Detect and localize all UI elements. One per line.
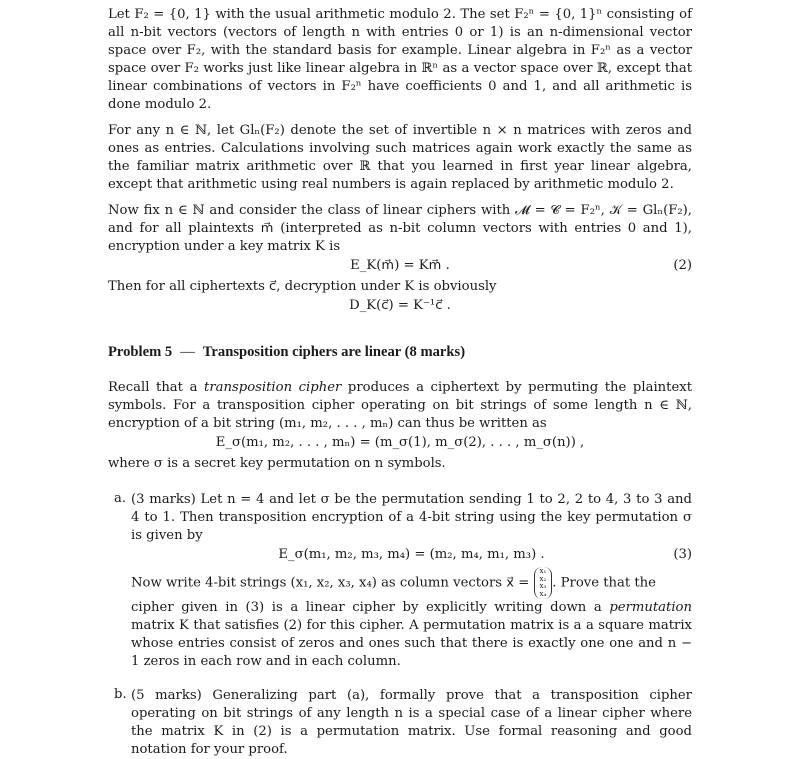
part-a-text-3-emphasis: permutation: [609, 600, 692, 615]
part-a-text-2-pre: Now write 4-bit strings (x₁, x₂, x₃, x₄) as column vectors x⃗ =: [131, 575, 530, 591]
part-a-label: a.: [114, 491, 127, 506]
intro-paragraph-2: For any n ∈ ℕ, let Glₙ(F₂) denote the set of invertible n × n matrices with zeros and ones as entries. Calculations involving such matrices again work exactly the same as the familiar matrix arithmetic over ℝ that you learned in first year linear algebra, except that arithmetic using real numbers is again replaced by arithmetic modulo 2.: [108, 123, 692, 192]
part-a-text-2: [131, 567, 692, 599]
problem-label: Problem 5: [108, 344, 173, 360]
document-page: [108, 6, 692, 759]
equation-3: [131, 545, 692, 567]
equation-3-number: (3): [673, 547, 692, 562]
equation-3-body: E_σ(m₁, m₂, m₃, m₄) = (m₂, m₄, m₁, m₃) .: [278, 547, 545, 562]
equation-2: [108, 256, 692, 278]
equation-2-body: E_K(m⃗) = Km⃗ .: [350, 258, 450, 273]
part-b: [108, 687, 692, 759]
vec-x2: x₂: [539, 574, 547, 583]
problem-title: Transposition ciphers are linear (8 marks): [202, 344, 466, 360]
transposition-equation: [108, 433, 692, 455]
problem-p1-pre: Recall that a: [108, 380, 205, 395]
decryption-equation-body: D_K(c⃗) = K⁻¹c⃗ .: [349, 298, 451, 313]
part-a: [108, 491, 692, 671]
part-a-text-2-post: . Prove that the: [552, 575, 656, 591]
part-a-text-1: (3 marks) Let n = 4 and let σ be the permutation sending 1 to 2, 2 to 4, 3 to 3 and 4 to 1. Then transposition encryption of a 4-bit string using the key permutation σ is given by: [131, 492, 692, 543]
vec-x4: x₄: [539, 589, 547, 598]
decryption-equation: [108, 296, 692, 318]
problem-p1-emphasis: transposition cipher: [204, 380, 342, 395]
part-a-text-3: [131, 599, 692, 671]
vec-x3: x₃: [539, 582, 547, 590]
part-a-text-3-post: matrix K that satisfies (2) for this cipher. A permutation matrix is a a square matrix whose entries consist of zeros and ones such that there is exactly one one and n − 1 zeros in each row and in each column.: [131, 618, 692, 669]
part-b-text: (5 marks) Generalizing part (a), formally prove that a transposition cipher operating on bit strings of any length n is a special case of a linear cipher where the matrix K in (2) is a permutation matrix. Use formal reasoning and good notation for your proof.: [131, 688, 692, 757]
transposition-equation-body: E_σ(m₁, m₂, . . . , mₙ) = (m_σ(1), m_σ(2), . . . , m_σ(n)) ,: [215, 435, 585, 450]
intro-paragraph-4: Then for all ciphertexts c⃗, decryption under K is obviously: [108, 279, 497, 294]
vec-x1: x₁: [539, 567, 547, 575]
part-b-label: b.: [114, 687, 127, 702]
intro-paragraph-1: Let F₂ = {0, 1} with the usual arithmetic modulo 2. The set F₂ⁿ = {0, 1}ⁿ consisting of all n-bit vectors (vectors of length n with entries 0 or 1) is an n-dimensional vector space over F₂, with the standard basis for example. Linear algebra in F₂ⁿ as a vector space over F₂ works just like linear algebra in ℝⁿ as a vector space over ℝ, except that linear combinations of vectors in F₂ⁿ have coefficients 0 and 1, and all arithmetic is done modulo 2.: [108, 7, 692, 112]
column-vector-x: [534, 567, 553, 599]
intro-paragraph-3: Now fix n ∈ ℕ and consider the class of linear ciphers with 𝓜 = 𝓒 = F₂ⁿ, 𝒦 = Glₙ(F₂), and for all plaintexts m⃗ (interpreted as n-bit column vectors with entries 0 and 1), encryption under a key matrix K is: [108, 203, 692, 254]
equation-2-number: (2): [673, 258, 692, 273]
problem-p1-post: produces a ciphertext by permuting the plaintext symbols. For a transposition cipher operating on bit strings of some length n ∈ ℕ, encryption of a bit string (m₁, m₂, . . . , mₙ) can thus be written as: [108, 380, 692, 431]
problem-paragraph-1: [108, 379, 692, 433]
problem-paragraph-2: where σ is a secret key permutation on n symbols.: [108, 456, 446, 471]
problem-heading: [108, 344, 692, 361]
part-a-text-3-pre: cipher given in (3) is a linear cipher by explicitly writing down a: [131, 600, 610, 615]
problem-dash: —: [180, 344, 195, 360]
